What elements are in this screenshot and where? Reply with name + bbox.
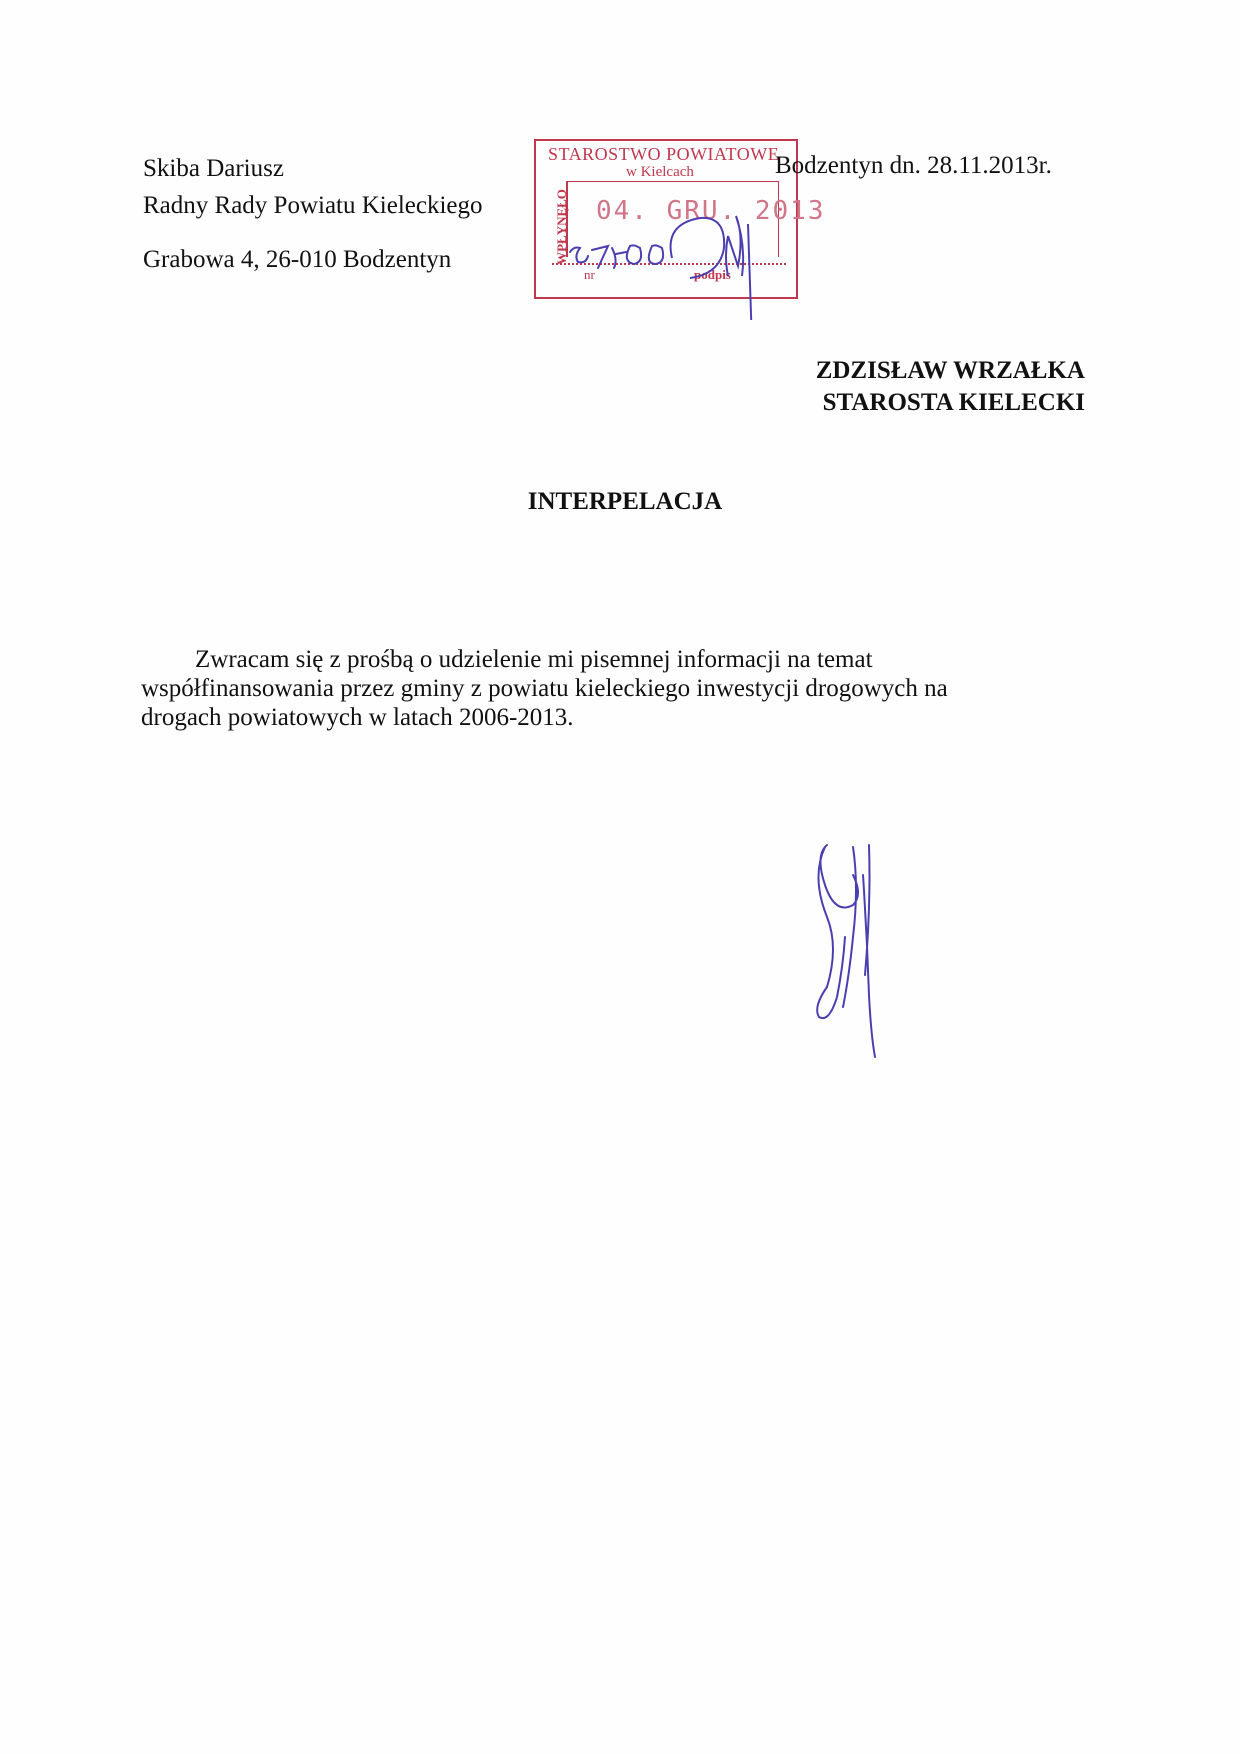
document-heading: INTERPELACJA [527, 488, 723, 515]
body-line: Zwracam się z prośbą o udzielenie mi pisemnej informacji na temat [195, 646, 873, 673]
stamp-side-label: WPŁYNĘŁO [553, 189, 569, 265]
stamp-title: STAROSTWO POWIATOWE [548, 144, 780, 164]
handwritten-signature [805, 835, 915, 1065]
recipient-title: STAROSTA KIELECKI [822, 389, 1085, 416]
sender-name: Skiba Dariusz [143, 155, 284, 182]
recipient-block [816, 355, 1085, 419]
sender-block [143, 150, 483, 278]
stamp-handwritten-number [560, 190, 780, 320]
sender-address: Grabowa 4, 26-010 Bodzentyn [143, 246, 452, 273]
recipient-name: ZDZISŁAW WRZAŁKA [815, 357, 1085, 384]
stamp-city: w Kielcach [626, 164, 694, 180]
date-line: Bodzentyn dn. 28.11.2013r. [775, 152, 1052, 179]
stamp-podpis-label: podpis [694, 267, 731, 282]
stamp-date: 04. GRU. 2013 [596, 196, 826, 226]
sender-role: Radny Rady Powiatu Kieleckiego [143, 192, 483, 219]
body-line: drogach powiatowych w latach 2006-2013. [141, 704, 574, 731]
body-paragraph [141, 645, 1041, 732]
body-line: współfinansowania przez gminy z powiatu kieleckiego inwestycji drogowych na [141, 675, 948, 702]
stamp-nr-label: nr [584, 267, 595, 282]
